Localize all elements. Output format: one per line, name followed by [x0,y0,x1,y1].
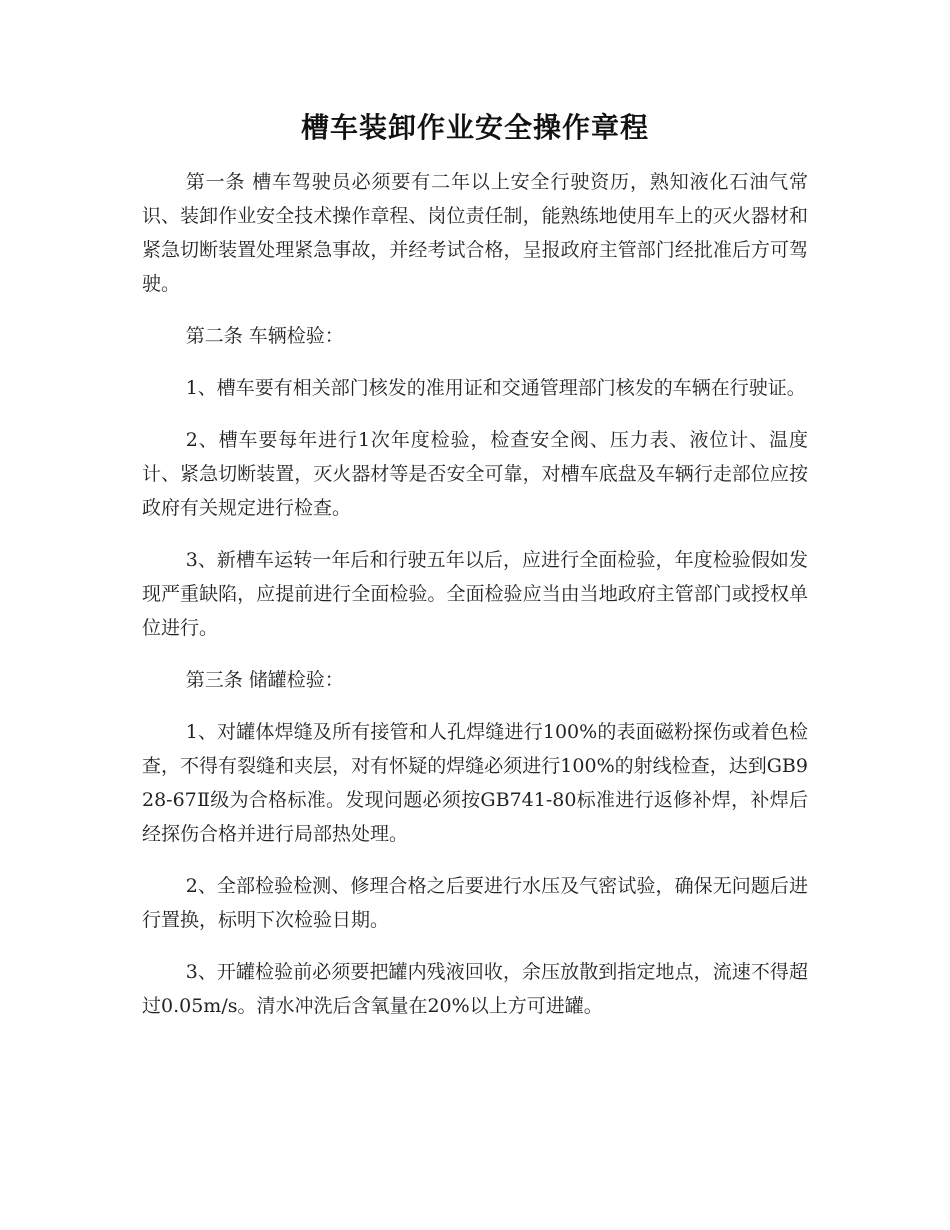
document-body [142,165,808,1041]
paragraph-article-2-heading: 第二条 车辆检验： [185,325,344,347]
paragraph-article-2-item-2: 2、槽车要每年进行1次年度检验，检查安全阀、压力表、液位计、温度计、紧急切断装置，灭火器材等是否安全可靠，对槽车底盘及车辆行走部位应按政府有关规定进行检查。 [142,429,808,519]
paragraph-article-2-item-3: 3、新槽车运转一年后和行驶五年以后，应进行全面检验，年度检验假如发现严重缺陷，应提前进行全面检验。全面检验应当由当地政府主管部门或授权单位进行。 [142,549,808,639]
paragraph-article-3-item-3: 3、开罐检验前必须要把罐内残液回收，余压放散到指定地点，流速不得超过0.05m/s。清水冲洗后含氧量在20%以上方可进罐。 [142,961,808,1017]
paragraph-article-3-item-1: 1、对罐体焊缝及所有接管和人孔焊缝进行100%的表面磁粉探伤或着色检查，不得有裂缝和夹层，对有怀疑的焊缝必须进行100%的射线检查，达到GB928-67Ⅱ级为合格标准。发现问题必须按GB741-80标准进行返修补焊，补焊后经探伤合格并进行局部热处理。 [142,721,808,845]
paragraph-article-3-item-2: 2、全部检验检测、修理合格之后要进行水压及气密试验，确保无问题后进行置换，标明下次检验日期。 [142,875,808,931]
document-title: 槽车装卸作业安全操作章程 [300,111,649,144]
paragraph-article-1: 第一条 槽车驾驶员必须要有二年以上安全行驶资历，熟知液化石油气常识、装卸作业安全技术操作章程、岗位责任制，能熟练地使用车上的灭火器材和紧急切断装置处理紧急事故，并经考试合格，呈报政府主管部门经批准后方可驾驶。 [142,171,808,295]
paragraph-article-3-heading: 第三条 储罐检验： [185,669,344,691]
paragraph-article-2-item-1: 1、槽车要有相关部门核发的准用证和交通管理部门核发的车辆在行驶证。 [185,377,806,399]
